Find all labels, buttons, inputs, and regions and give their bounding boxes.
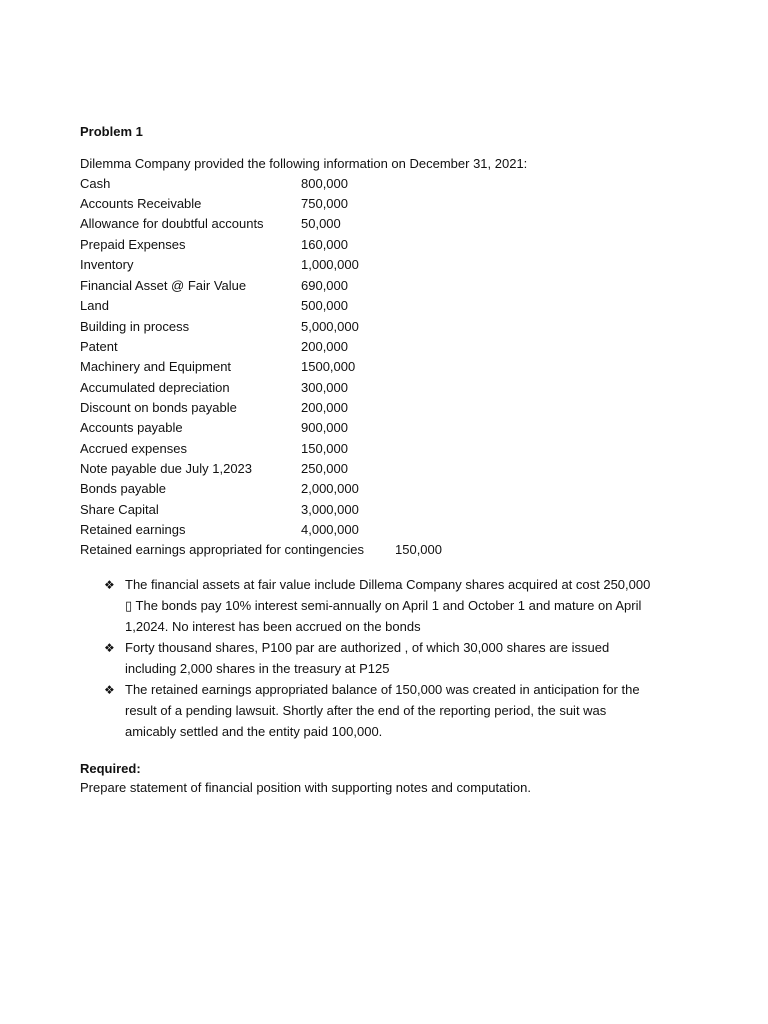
account-label: Land [80,298,109,313]
account-value: 200,000 [301,400,348,415]
note-1-line-3: 1,2024. No interest has been accrued on the bonds [125,619,421,634]
account-label: Financial Asset @ Fair Value [80,278,247,293]
note-1-line-1: The financial assets at fair value include Dillema Company shares acquired at cost 250,000 [125,577,651,592]
note-3-line-2: result of a pending lawsuit. Shortly after the end of the reporting period, the suit was [125,703,607,718]
account-value: 1500,000 [301,359,356,374]
diamond-bullet-icon: ❖ [104,683,115,697]
note-3-line-3: amicably settled and the entity paid 100,000. [125,724,383,739]
note-3-line-1: The retained earnings appropriated balance of 150,000 was created in anticipation for the [125,682,640,697]
account-value: 160,000 [301,237,348,252]
account-label: Inventory [80,257,134,272]
account-value: 300,000 [301,380,348,395]
account-label: Accrued expenses [80,441,187,456]
note-2-line-2: including 2,000 shares in the treasury at P125 [125,661,390,676]
account-label: Prepaid Expenses [80,237,186,252]
account-label: Cash [80,176,111,191]
account-label: Building in process [80,319,190,334]
account-value: 2,000,000 [301,481,359,496]
account-label: Retained earnings appropriated for contingencies [80,542,365,557]
account-value: 800,000 [301,176,348,191]
account-value: 3,000,000 [301,502,359,517]
account-value: 5,000,000 [301,319,359,334]
account-label: Accounts payable [80,420,183,435]
account-value: 900,000 [301,420,348,435]
account-value: 4,000,000 [301,522,359,537]
account-label: Accumulated depreciation [80,380,230,395]
required-heading: Required: [80,761,141,776]
account-label: Share Capital [80,502,159,517]
account-value: 750,000 [301,196,348,211]
diamond-bullet-icon: ❖ [104,641,115,655]
account-label: Discount on bonds payable [80,400,237,415]
required-text: Prepare statement of financial position with supporting notes and computation. [80,780,531,795]
account-label: Retained earnings [80,522,186,537]
account-value: 500,000 [301,298,348,313]
account-value: 250,000 [301,461,348,476]
account-label: Bonds payable [80,481,167,496]
account-value: 150,000 [395,542,442,557]
intro-text: Dilemma Company provided the following information on December 31, 2021: [80,156,528,171]
account-label: Machinery and Equipment [80,359,232,374]
account-label: Patent [80,339,118,354]
account-label: Allowance for doubtful accounts [80,216,264,231]
account-value: 690,000 [301,278,348,293]
problem-title: Problem 1 [80,124,143,139]
account-label: Accounts Receivable [80,196,202,211]
diamond-bullet-icon: ❖ [104,578,115,592]
note-1-line-2: ▯ The bonds pay 10% interest semi-annually on April 1 and October 1 and mature on April [125,598,642,613]
account-label: Note payable due July 1,2023 [80,461,253,476]
account-value: 200,000 [301,339,348,354]
note-2-line-1: Forty thousand shares, P100 par are authorized , of which 30,000 shares are issued [125,640,610,655]
account-value: 1,000,000 [301,257,359,272]
account-value: 50,000 [301,216,341,231]
account-value: 150,000 [301,441,348,456]
